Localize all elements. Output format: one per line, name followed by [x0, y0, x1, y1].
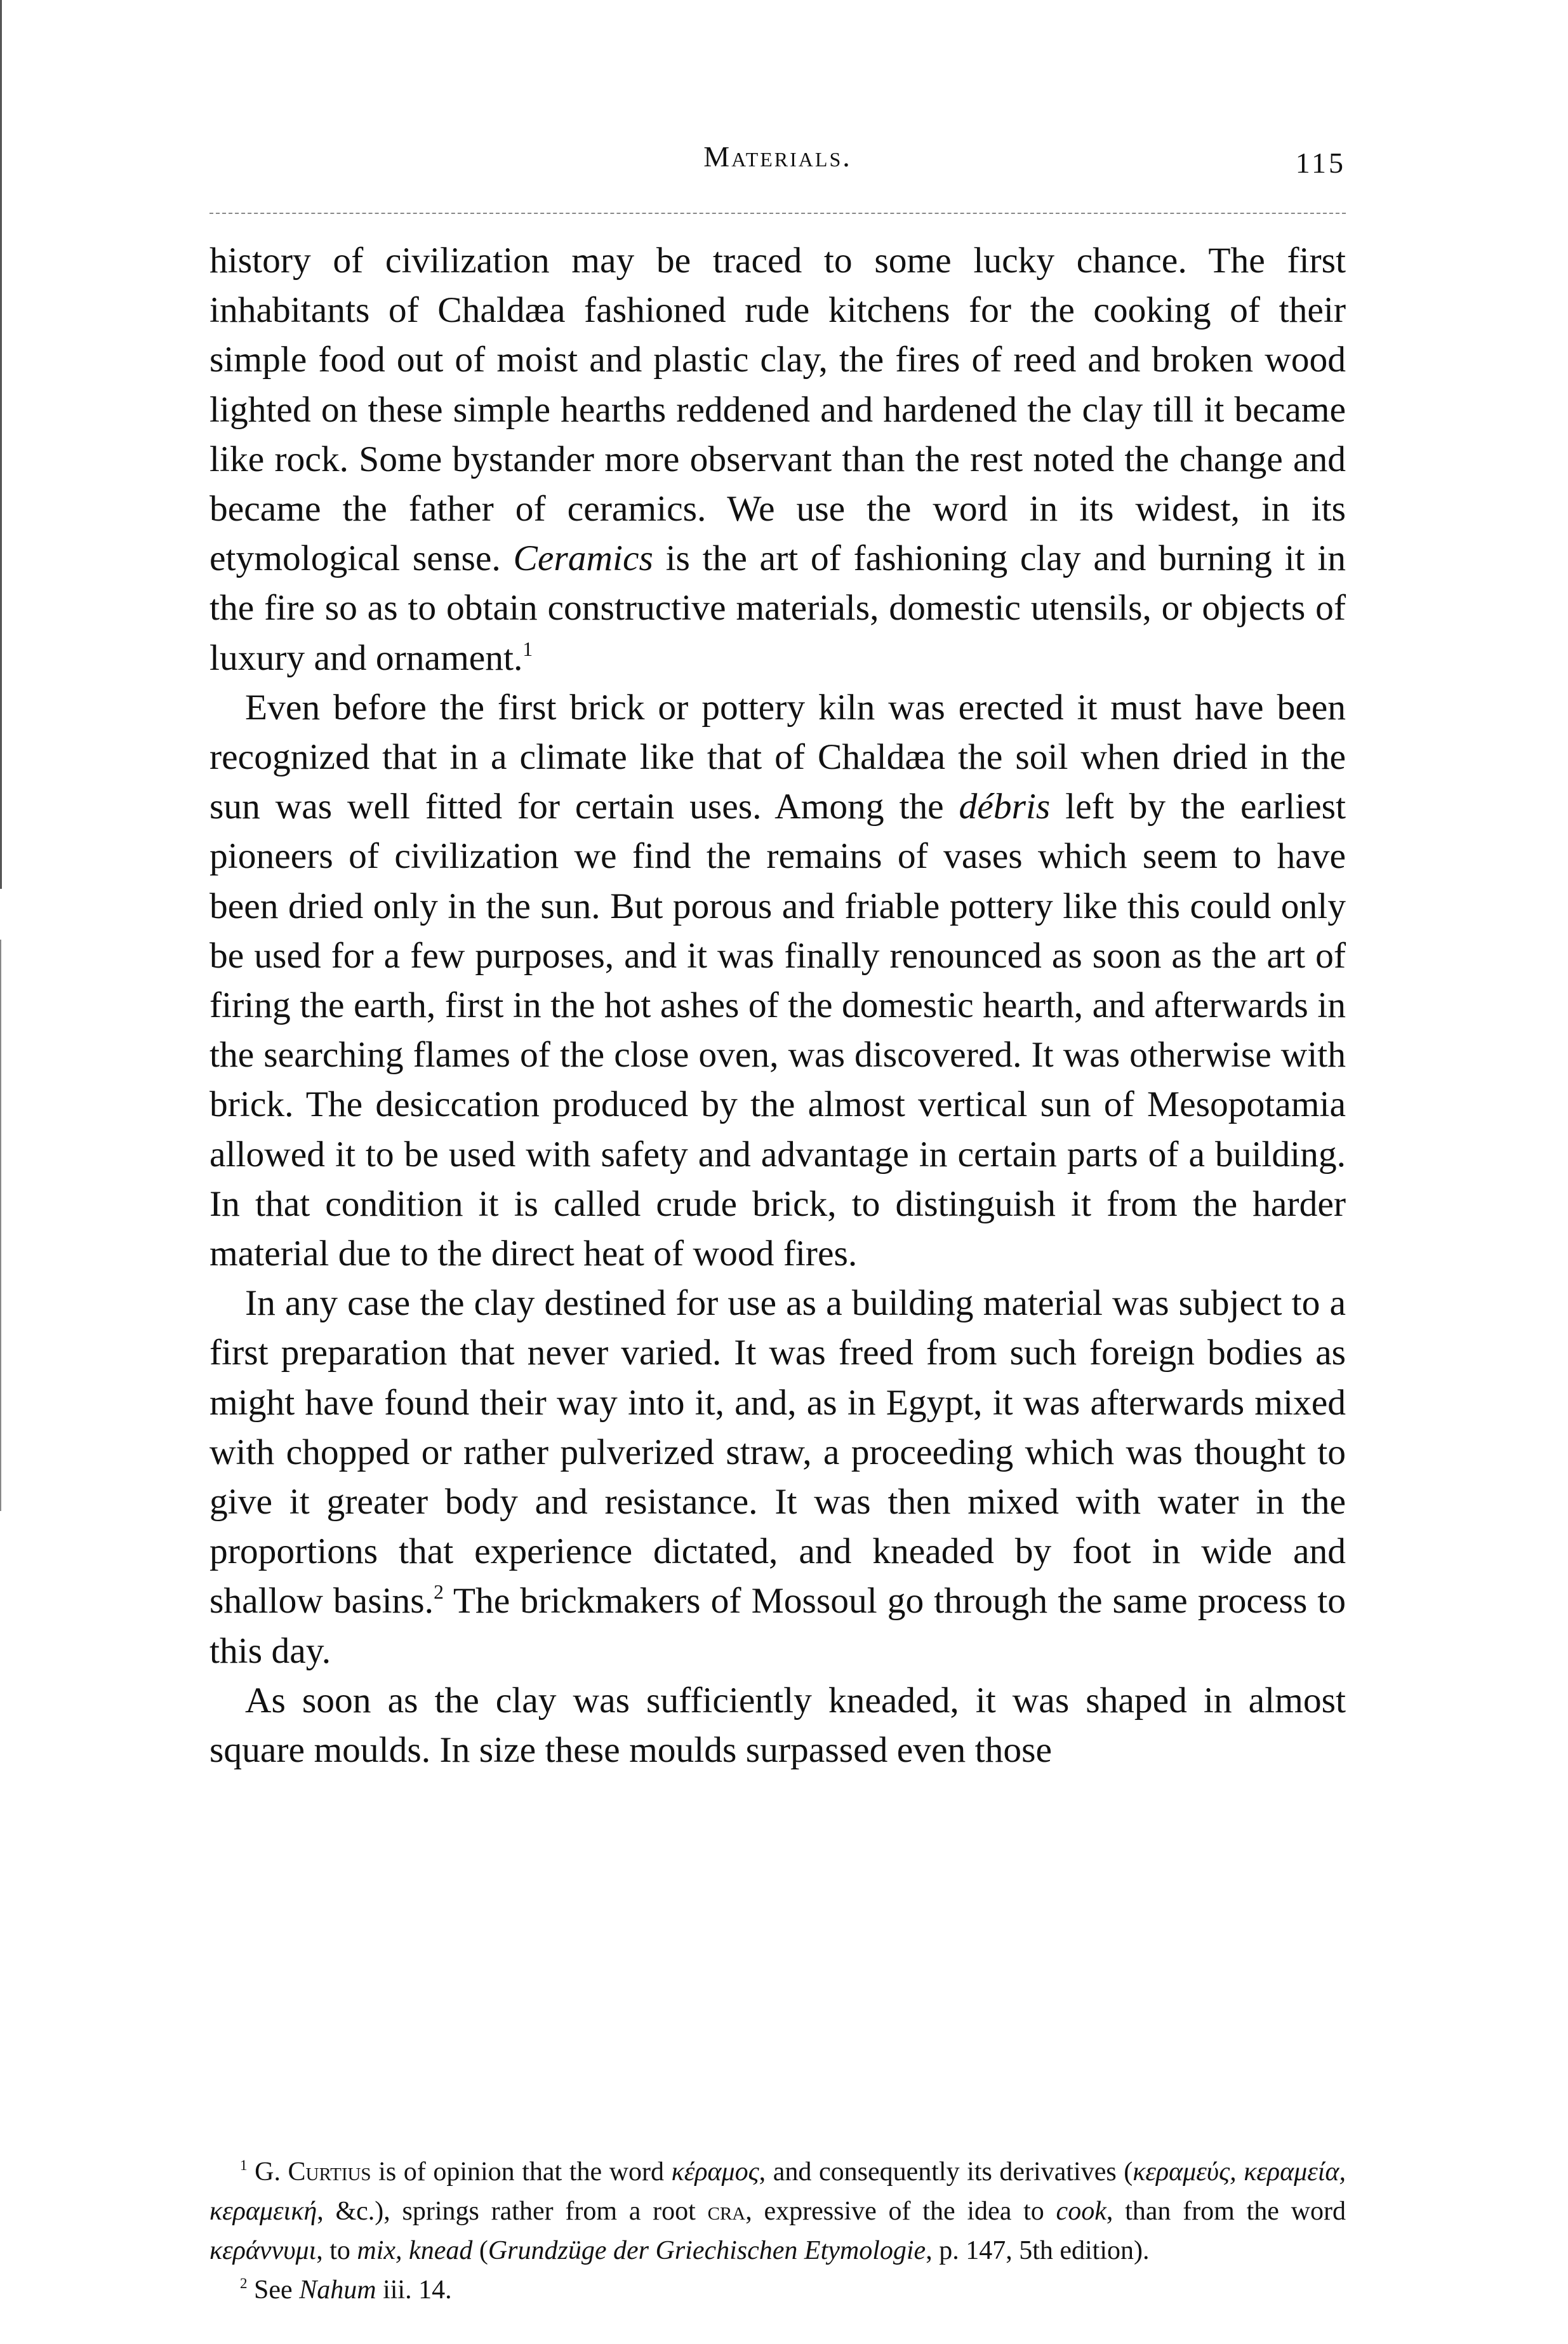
text-run: , to [316, 2236, 357, 2265]
page-header [209, 140, 1346, 190]
page-number: 115 [1295, 147, 1346, 179]
text-run: , &c.), springs rather from a root [317, 2197, 708, 2226]
text-run: left by the earliest pioneers of civilization we find the remains of vases which seem to have been dried only in the sun. But porous and friable pottery like this could only be used for a few purposes, and it was finally renounced as soon as the art of firing the earth, first in the hot ashes of the domestic hearth, and afterwards in the searching flames of the close oven, was discovered. It was otherwise with brick. The desiccation produced by the almost vertical sun of Mesopotamia allowed it to be used with safety and advantage in certain parts of a building. In that condition it is called crude brick, to distinguish it from the harder material due to the direct heat of wood fires. [209, 787, 1346, 1274]
footnotes [209, 2152, 1346, 2310]
footnote-reference[interactable]: 1 [522, 637, 533, 660]
italic-text: débris [959, 787, 1051, 827]
italic-text: Ceramics [513, 538, 653, 579]
smallcaps-text: Curtius [288, 2157, 371, 2187]
paragraph [209, 236, 1346, 683]
italic-text: cook [1056, 2197, 1106, 2226]
text-run: , and consequently its derivatives ( [759, 2157, 1133, 2187]
text-run: The brickmakers of Mossoul go through the same process to this day. [209, 1581, 1346, 1671]
text-run: , than from the word [1106, 2197, 1346, 2226]
text-run: In any case the clay destined for use as a building material was subject to a first preparation that never varied. It was freed from such foreign bodies as might have found their way into it, and, as in Egypt, it was afterwards mixed with chopped or rather pulverized straw, a proceeding which was thought to give it greater body and resistance. It was then mixed with water in the proportions that experience dictated, and kneaded by foot in wide and shallow basins. [209, 1283, 1346, 1621]
italic-text: κεραμεύς, κεραμεία, κεραμεική [209, 2157, 1346, 2226]
text-run: ( [472, 2236, 488, 2265]
body-text [209, 236, 1346, 1775]
text-run: See [247, 2275, 300, 2305]
italic-text: mix, knead [357, 2236, 473, 2265]
header-rule [209, 213, 1346, 214]
text-run: G. [247, 2157, 288, 2187]
text-run: Even before the first brick or pottery kiln was erected it must have been recognized that in a climate like that of Chaldæa the soil when dried in the sun was well fitted for certain uses. Among the [209, 687, 1346, 827]
text-run: As soon as the clay was sufficiently kneaded, it was shaped in almost square moulds. In size these moulds surpassed even those [209, 1680, 1346, 1771]
italic-text: κέραμος [671, 2157, 759, 2187]
paragraph [209, 1279, 1346, 1676]
text-run: is the art of fashioning clay and burning it in the fire so as to obtain constructive materials, domestic utensils, or objects of luxury and ornament. [209, 538, 1346, 678]
paragraph [209, 1676, 1346, 1775]
page-edge-shadow-lower [0, 940, 1, 1511]
text-run: , p. 147, 5th edition). [926, 2236, 1150, 2265]
running-title: Materials. [703, 140, 852, 173]
text-run: is of opinion that the word [371, 2157, 672, 2187]
footnote-reference[interactable]: 2 [434, 1581, 444, 1604]
page-edge-shadow [0, 0, 2, 889]
footnote-marker: 2 [240, 2274, 248, 2291]
smallcaps-text: cra [707, 2197, 746, 2226]
text-run: history of civilization may be traced to some lucky chance. The first inhabitants of Chaldæa fashioned rude kitchens for the cooking of their simple food out of moist and plastic clay, the fires of reed and broken wood lighted on these simple hearths reddened and hardened the clay till it became like rock. Some bystander more observant than the rest noted the change and became the father of ceramics. We use the word in its widest, in its etymological sense. [209, 241, 1346, 579]
footnote [209, 2152, 1346, 2270]
footnote [209, 2270, 1346, 2310]
paragraph [209, 683, 1346, 1279]
italic-text: Nahum [299, 2275, 376, 2305]
italic-text: Grundzüge der Griechischen Etymologie [488, 2236, 926, 2265]
italic-text: κεράννυμι [209, 2236, 317, 2265]
text-run: , expressive of the idea to [745, 2197, 1056, 2226]
text-run: iii. 14. [376, 2275, 452, 2305]
footnote-marker: 1 [240, 2156, 248, 2173]
